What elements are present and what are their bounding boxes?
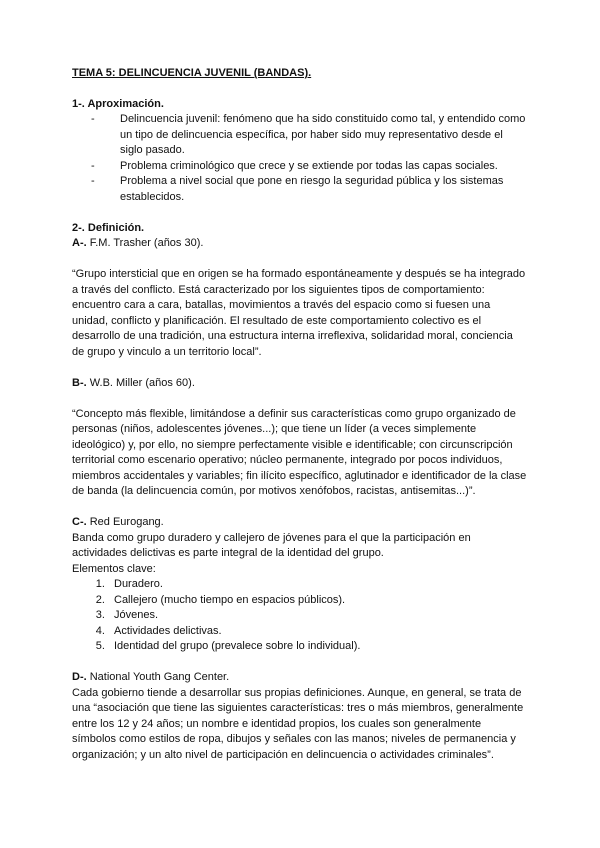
list-item: 5. Identidad del grupo (prevalece sobre lo individual). [108,639,528,655]
section-1-heading: 1-. Aproximación. [72,97,164,110]
definition-d-author: National Youth Gang Center. [89,671,230,683]
definition-d-text: Cada gobierno tiende a desarrollar sus propias definiciones. Aunque, en general, se trata de una “asociación que tiene las siguientes características: tres o más miembros, generalmente entre los 12 y 24 años; un nombre e identidad propios, los cuales son generalmente símbolos como estilos de ropa, dibujos y señales con las manos; niveles de permanencia y organización; y un alto nivel de participación en delincuencia o actividades criminales”. [72,686,524,761]
section-1-list [72,112,528,205]
definition-a-label: A-. [72,237,87,249]
definition-b-line [72,376,528,392]
list-item: - Problema criminológico que crece y se extiende por todas las capas sociales. [120,159,528,175]
list-item: 2. Callejero (mucho tiempo en espacios públicos). [108,593,528,609]
definition-b-quote: “Concepto más flexible, limitándose a definir sus características como grupo organizado de personas (niños, adolescentes jóvenes...); que tiene un líder (a veces simplemente ideológico) y, por ello, no siempre perfectamente visible e identificable; con circunscripción territorial como escenario operativo; núcleo permanente, integrado por pocos individuos, miembros accidentales y variables; fin ilícito específico, aglutinador e identificador de la clase de banda (la delincuencia común, por motivos xenófobos, racistas, antisemitas...)”. [72,407,527,497]
definition-c-text: Banda como grupo duradero y callejero de jóvenes para el que la participación en actividades delictivas es parte integral de la identidad del grupo. [72,531,471,559]
key-elements-list [72,577,528,655]
document-title: TEMA 5: DELINCUENCIA JUVENIL (BANDAS). [72,67,312,79]
definition-a-line [72,236,528,252]
list-item: 4. Actividades delictivas. [108,624,528,640]
definition-c-author: Red Eurogang. [89,516,164,528]
definition-b-author: W.B. Miller (años 60). [89,376,195,389]
list-item: 1. Duradero. [108,577,528,593]
definition-c-label: C-. [72,516,87,528]
definition-c-line [72,515,528,531]
list-item: - Problema a nivel social que pone en riesgo la seguridad pública y los sistemas establecidos. [120,174,528,205]
definition-d-label: D-. [72,671,87,683]
definition-b-label: B-. [72,376,87,389]
definition-a-quote: “Grupo intersticial que en origen se ha formado espontáneamente y después se ha integrado a través del conflicto. Está caracterizado por los siguientes tipos de comportamiento: encuentro cara a cara, batallas, movimientos a través del espacio como si fuesen una unidad, conflicto y planificación. El resultado de este comportamiento colectivo es el desarrollo de una tradición, una estructura interna irreflexiva, solidaridad moral, conciencia de grupo y vinculo a un territorio local”. [72,268,526,358]
section-2-heading: 2-. Definición. [72,221,145,234]
key-elements-label: Elementos clave: [72,562,156,575]
definition-a-author: F.M. Trasher (años 30). [89,237,204,249]
list-item: - Delincuencia juvenil: fenómeno que ha sido constituido como tal, y entendido como un tipo de delincuencia específica, por haber sido muy representativo desde el siglo pasado. [120,112,528,159]
list-item: 3. Jóvenes. [108,608,528,624]
definition-d-line [72,670,528,686]
document-content [72,66,528,763]
